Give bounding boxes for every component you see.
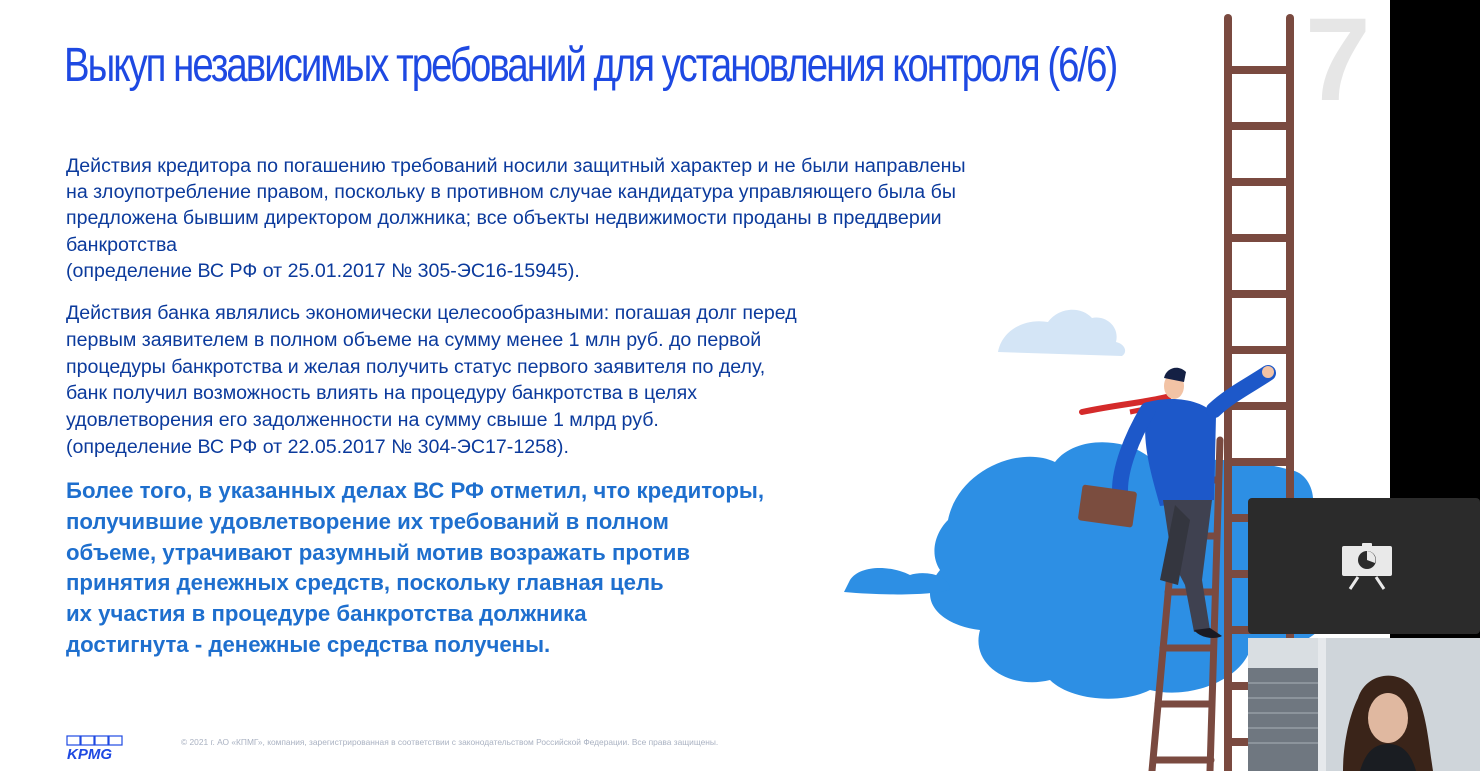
- paragraph-bank-actions: [66, 300, 956, 461]
- text-line: получившие удовлетворение их требований в полном: [66, 508, 669, 534]
- screen-share-icon[interactable]: [1340, 543, 1394, 591]
- kpmg-logo: [66, 735, 126, 761]
- text-line: процедуры банкротства и желая получить статус первого заявителя по делу,: [66, 355, 766, 378]
- text-line: Действия банка являлись экономически целесообразными: погашая долг перед: [66, 302, 797, 324]
- copyright-notice: © 2021 г. АО «КПМГ», компания, зарегистрированная в соответствии с законодательством Российской Федерации. Все права защищены.: [181, 737, 719, 747]
- text-line: Более того, в указанных делах ВС РФ отметил, что кредиторы,: [66, 478, 765, 503]
- text-line: Действия кредитора по погашению требований носили защитный характер и не были направлены: [66, 155, 966, 177]
- slide-title: Выкуп независимых требований для установления контроля (6/6): [64, 39, 1117, 92]
- paragraph-conclusion: [66, 476, 926, 661]
- text-line: достигнута - денежные средства получены.: [66, 631, 551, 657]
- slide-number: 7: [1305, 0, 1371, 126]
- kpmg-logo-text: KPMG: [67, 746, 112, 761]
- text-line: первым заявителем в полном объеме на сумму менее 1 млн руб. до первой: [66, 328, 762, 351]
- text-line: (определение ВС РФ от 25.01.2017 № 305-ЭС16-15945).: [66, 259, 580, 282]
- text-line: принятия денежных средств, поскольку главная цель: [66, 570, 664, 596]
- text-line: объеме, утрачивают разумный мотив возражать против: [66, 539, 691, 565]
- cloud-small: [998, 310, 1125, 356]
- text-line: предложена бывшим директором должника; все объекты недвижимости проданы в преддверии: [66, 207, 942, 230]
- text-line: банк получил возможность влиять на процедуру банкротства в целях: [66, 382, 698, 405]
- text-line: на злоупотребление правом, поскольку в противном случае кандидатура управляющего была бы: [66, 181, 956, 204]
- text-line: (определение ВС РФ от 22.05.2017 № 304-ЭС17-1258).: [66, 435, 569, 458]
- text-line: их участия в процедуре банкротства должника: [66, 601, 587, 627]
- paragraph-creditor-actions: [66, 153, 1156, 284]
- text-line: удовлетворения его задолженности на сумму свыше 1 млрд руб.: [66, 409, 659, 432]
- text-line: банкротства: [66, 233, 178, 256]
- participant-camera-feed[interactable]: [1248, 638, 1480, 771]
